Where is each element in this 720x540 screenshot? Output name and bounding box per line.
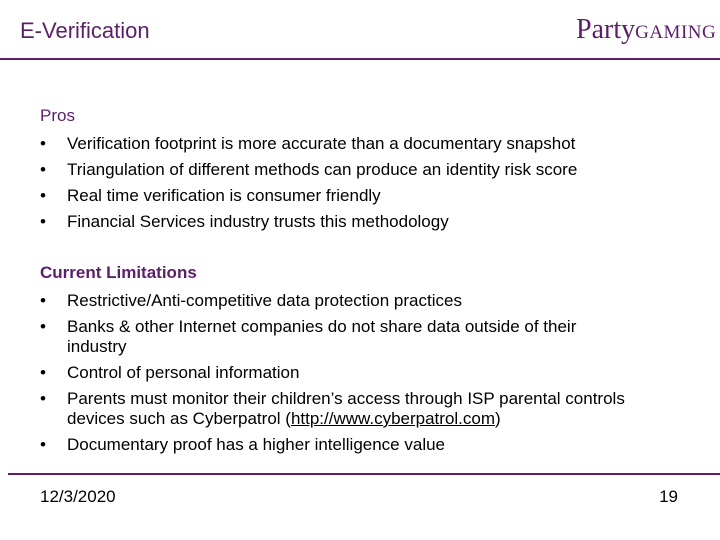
pros-list (40, 131, 577, 235)
bullet-icon: • (40, 363, 46, 382)
bullet-icon: • (40, 389, 46, 408)
list-item: • Restrictive/Anti-competitive data protection practices (40, 288, 625, 314)
bullet-icon: • (40, 134, 46, 153)
list-item: • Triangulation of different methods can produce an identity risk score (40, 157, 577, 183)
list-item: • Parents must monitor their children’s access through ISP parental controls devices such as Cyberpatrol (http://www.cyberpatrol.com) (40, 386, 625, 429)
logo-party-text: Party (576, 14, 636, 45)
bullet-icon: • (40, 212, 46, 231)
partygaming-logo (576, 14, 716, 50)
list-item: • Real time verification is consumer friendly (40, 183, 577, 209)
bullet-icon: • (40, 435, 46, 454)
bullet-icon: • (40, 291, 46, 310)
logo-gaming-text: GAMING (635, 22, 717, 43)
bullet-icon: • (40, 317, 46, 336)
footer-date: 12/3/2020 (40, 487, 116, 506)
footer-divider (8, 473, 720, 475)
pros-heading: Pros (40, 106, 75, 125)
header-divider (0, 58, 720, 60)
limitations-heading: Current Limitations (40, 263, 197, 282)
bullet-icon: • (40, 186, 46, 205)
cyberpatrol-link[interactable]: http://www.cyberpatrol.com (290, 409, 496, 428)
page-number: 19 (659, 487, 678, 506)
list-item: • Financial Services industry trusts this methodology (40, 209, 577, 235)
list-item: • Documentary proof has a higher intelligence value (40, 432, 625, 458)
bullet-icon: • (40, 160, 46, 179)
slide-title: E-Verification (20, 18, 150, 43)
list-item: • Verification footprint is more accurate than a documentary snapshot (40, 131, 577, 157)
list-item: • Banks & other Internet companies do not share data outside of their industry (40, 314, 625, 357)
limitations-list (40, 288, 625, 458)
list-item: • Control of personal information (40, 360, 625, 386)
